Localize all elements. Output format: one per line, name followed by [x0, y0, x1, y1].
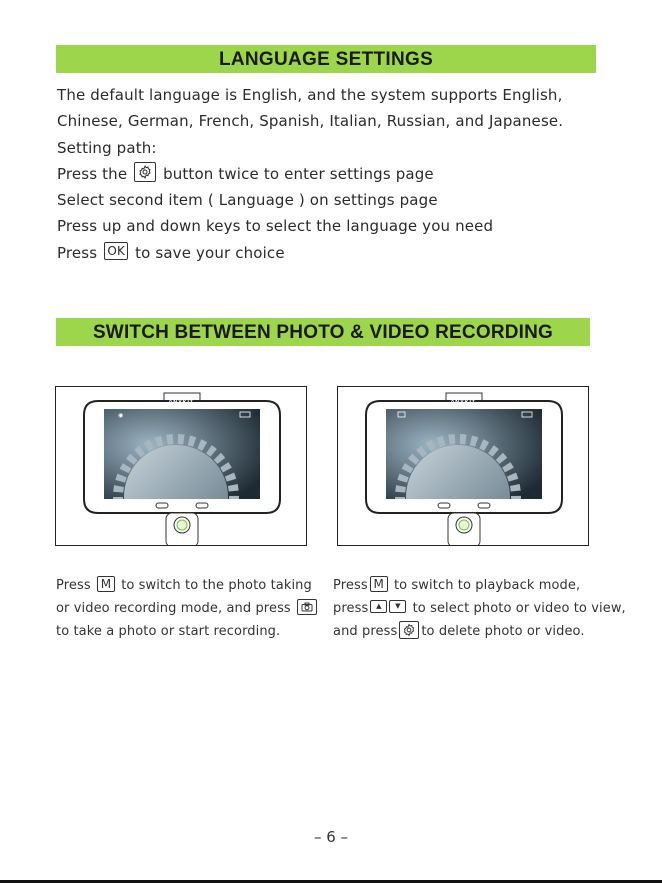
language-line-4 — [57, 161, 637, 187]
m-key-icon: M — [97, 576, 115, 592]
caption-left-line-2 — [56, 597, 319, 620]
caption-left-press: Press — [56, 578, 91, 593]
language-line-4-start: Press the — [57, 164, 128, 183]
caption-right-line-1-end: to switch to playback mode, — [393, 578, 581, 593]
language-line-2: Chinese, German, French, Spanish, Italian, Russian, and Japanese. — [57, 112, 564, 131]
device-brand-logo: ANYKIT — [168, 400, 194, 406]
capture-mode-caption — [56, 574, 319, 643]
caption-right-press: Press — [333, 578, 368, 593]
switch-mode-heading: SWITCH BETWEEN PHOTO & VIDEO RECORDING — [56, 318, 590, 346]
language-line-6: Press up and down keys to select the language you need — [57, 217, 494, 236]
playback-mode-caption — [333, 574, 626, 643]
language-line-7-start: Press — [57, 243, 98, 262]
device-photo-capture-mode — [55, 386, 307, 546]
language-line-7 — [57, 240, 637, 266]
language-line-4-end: button twice to enter settings page — [163, 164, 434, 183]
settings-key-icon — [399, 621, 419, 639]
device-photo-playback-mode — [337, 386, 589, 546]
caption-left-line-2-text: or video recording mode, and press — [56, 601, 291, 616]
caption-right-line-2-end: to select photo or video to view, — [412, 601, 626, 616]
caption-right-line-3-start: and press — [333, 624, 398, 639]
caption-right-line-1 — [333, 574, 626, 597]
up-key-icon: ▲ — [370, 600, 387, 613]
page-number: – 6 – — [313, 828, 349, 846]
camera-key-icon — [297, 599, 317, 615]
m-key-icon: M — [370, 576, 388, 592]
language-instructions — [57, 82, 637, 266]
ok-key-icon: OK — [104, 242, 128, 260]
language-line-5: Select second item ( Language ) on settings page — [57, 191, 438, 210]
caption-right-line-2-start: press — [333, 601, 369, 616]
svg-text:◉: ◉ — [118, 412, 124, 419]
caption-right-line-3-end: to delete photo or video. — [421, 624, 585, 639]
language-settings-heading: LANGUAGE SETTINGS — [56, 45, 596, 73]
language-line-3: Setting path: — [57, 138, 157, 157]
language-line-7-end: to save your choice — [135, 243, 285, 262]
device-brand-logo: ANYKIT — [450, 400, 476, 406]
caption-left-line-1 — [56, 574, 319, 597]
caption-left-line-1-end: to switch to the photo taking — [121, 578, 312, 593]
language-line-1: The default language is English, and the system supports English, — [57, 86, 563, 104]
caption-right-line-2 — [333, 597, 626, 620]
caption-left-line-3: to take a photo or start recording. — [56, 624, 281, 639]
caption-right-line-3 — [333, 620, 626, 643]
settings-key-icon — [134, 162, 156, 182]
down-key-icon: ▼ — [389, 600, 406, 613]
